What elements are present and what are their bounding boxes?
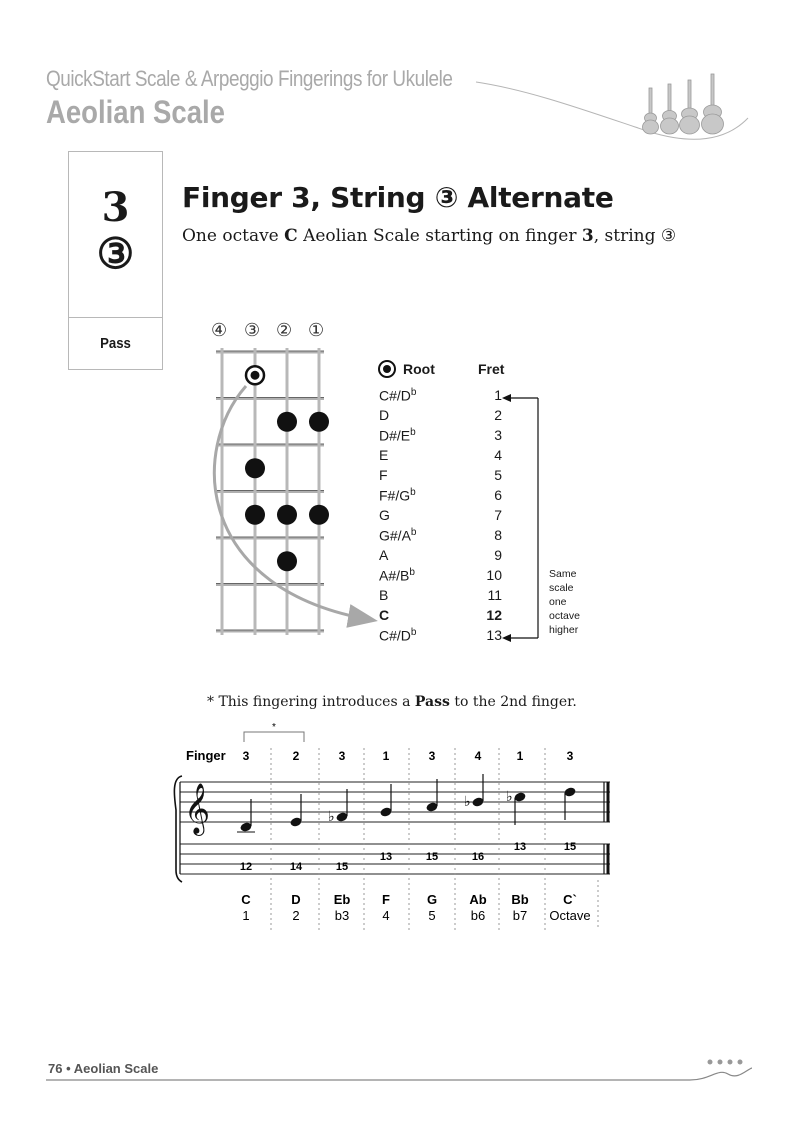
tab-number: 13: [513, 841, 527, 853]
finger-dot: [277, 412, 297, 432]
bracket-note-line: scale: [549, 582, 574, 594]
footnote-text: * This fingering introduces a: [207, 694, 415, 710]
fret-table-note: $C\#/D^b$: [379, 627, 417, 644]
footnote-pass: Pass: [414, 694, 450, 710]
notation-staff: [170, 720, 620, 940]
header-decoration: [470, 62, 770, 152]
tab-number: 15: [425, 851, 439, 863]
finger-number: 3: [566, 749, 574, 763]
finger-dot: [245, 458, 265, 478]
flat-accidental: ♭: [506, 788, 513, 804]
fret-table-note: $F\#/G^b$: [379, 487, 416, 504]
finger-dot: [277, 551, 297, 571]
fret-table-note: B: [379, 587, 389, 603]
book-title: QuickStart Scale & Arpeggio Fingerings for Ukulele: [46, 66, 453, 91]
page-subheading: [182, 226, 676, 246]
subheading-text: Aeolian Scale starting on finger: [297, 226, 582, 246]
scale-degree: 1: [242, 908, 250, 923]
tab-number: 15: [335, 861, 349, 873]
section-title: Aeolian Scale: [46, 94, 225, 130]
footer-section: Aeolian Scale: [73, 1061, 159, 1076]
finger-number: 1: [516, 749, 524, 763]
tab-number: 13: [379, 851, 393, 863]
subheading-text: , string: [593, 226, 661, 246]
string-number-2: ②: [276, 320, 293, 341]
fret-table-note: D: [379, 407, 390, 423]
subheading-finger: 3: [581, 226, 594, 246]
fret-table-fret: 12: [486, 607, 502, 623]
scale-degree: b6: [470, 908, 486, 923]
root-label: Root: [403, 361, 435, 377]
treble-clef-icon: [184, 784, 210, 836]
note-name: C`: [563, 892, 577, 907]
finger-number: 4: [474, 749, 482, 763]
finger-number: 3: [338, 749, 346, 763]
fret-table-fret: 3: [494, 427, 502, 443]
fret-table-fret: 7: [494, 507, 502, 523]
fret-table-note: C: [379, 607, 390, 623]
tab-finger-number: 3: [101, 184, 130, 231]
footnote: [207, 694, 577, 710]
bracket-note-line: octave: [549, 610, 580, 622]
finger-dot: [309, 505, 329, 525]
finger-dot: [245, 505, 265, 525]
finger-number: 3: [428, 749, 436, 763]
flat-sign: b: [410, 527, 417, 538]
fret-table-fret: 4: [494, 447, 502, 463]
bracket-note-line: higher: [549, 624, 579, 636]
fret-table-fret: 8: [494, 527, 502, 543]
footer-rule: [40, 1056, 752, 1086]
string-number-4: ④: [211, 320, 228, 341]
note-name: G: [426, 892, 438, 907]
note-name: D: [291, 892, 301, 907]
footnote-text: to the 2nd finger.: [449, 694, 577, 710]
fret-table-note: $G\#/A^b$: [379, 527, 417, 544]
scale-degree: b3: [334, 908, 350, 923]
fret-label: Fret: [478, 361, 505, 377]
flat-sign: b: [410, 427, 416, 438]
flat-sign: b: [410, 387, 417, 398]
flat-accidental: ♭: [464, 793, 471, 809]
note-name: Ab: [469, 892, 487, 907]
subheading-string: ③: [660, 226, 677, 246]
scale-degree: 4: [382, 908, 390, 923]
fret-table-fret: 11: [487, 587, 502, 603]
page-heading: Finger 3, String ③ Alternate: [182, 181, 614, 214]
fret-table-fret: 1: [494, 387, 502, 403]
fret-table-fret: 6: [494, 487, 502, 503]
finger-number: 1: [382, 749, 390, 763]
footer-separator: •: [66, 1061, 71, 1076]
note-name: C: [241, 892, 251, 907]
string-number-3: ③: [244, 320, 261, 341]
tab-number: 16: [471, 851, 485, 863]
fret-table-fret: 10: [486, 567, 502, 583]
string-number-1: ①: [308, 320, 325, 341]
bracket-note-line: Same: [549, 568, 577, 580]
finger-label: Finger: [186, 748, 226, 763]
octave-bracket: [500, 388, 550, 648]
finger-number: 3: [242, 749, 250, 763]
fret-table-fret: 9: [494, 547, 502, 563]
scale-degree: 5: [428, 908, 436, 923]
bracket-note-line: one: [549, 596, 567, 608]
tab-divider: [69, 317, 162, 318]
fret-table-note: $C\#/D^b$: [379, 387, 417, 404]
tab-number: 14: [289, 861, 303, 873]
fret-table-fret: 13: [486, 627, 502, 643]
fret-table-note: F: [379, 467, 388, 483]
finger-dot: [277, 505, 297, 525]
flat-accidental: ♭: [328, 808, 335, 824]
fret-table-fret: 5: [494, 467, 502, 483]
position-tab: [68, 151, 163, 370]
tab-string-number: ③: [96, 229, 135, 278]
note-name: F: [382, 892, 390, 907]
pass-bracket: [244, 732, 304, 742]
fretboard-diagram: [200, 340, 380, 650]
scale-degree: b7: [512, 908, 528, 923]
page-number: 76: [48, 1061, 63, 1076]
scale-degree: 2: [292, 908, 300, 923]
subheading-key: C: [284, 226, 298, 246]
fret-table-note: A: [379, 547, 389, 563]
svg-text:𝄞: 𝄞: [184, 784, 211, 833]
subheading-text: One octave: [182, 226, 285, 246]
fret-table-note: E: [379, 447, 389, 463]
finger-dot: [309, 412, 329, 432]
tab-number: 15: [563, 841, 577, 853]
fret-table-note: $D\#/E^b$: [379, 427, 416, 444]
tab-number: 12: [239, 861, 253, 873]
flat-sign: b: [410, 627, 417, 638]
fret-table-note: $A\#/B^b$: [379, 567, 415, 584]
note-name: Bb: [511, 892, 529, 907]
finger-number: 2: [292, 749, 300, 763]
fret-table-fret: 2: [494, 407, 502, 423]
pass-marker: *: [272, 722, 276, 733]
ukulele-family-icon: [643, 74, 724, 134]
fret-table-note: G: [379, 507, 390, 523]
scale-degree: Octave: [549, 908, 591, 923]
note-name: Eb: [333, 892, 351, 907]
tab-pass-label: Pass: [100, 335, 131, 352]
flat-sign: b: [409, 567, 415, 578]
flat-sign: b: [410, 487, 416, 498]
